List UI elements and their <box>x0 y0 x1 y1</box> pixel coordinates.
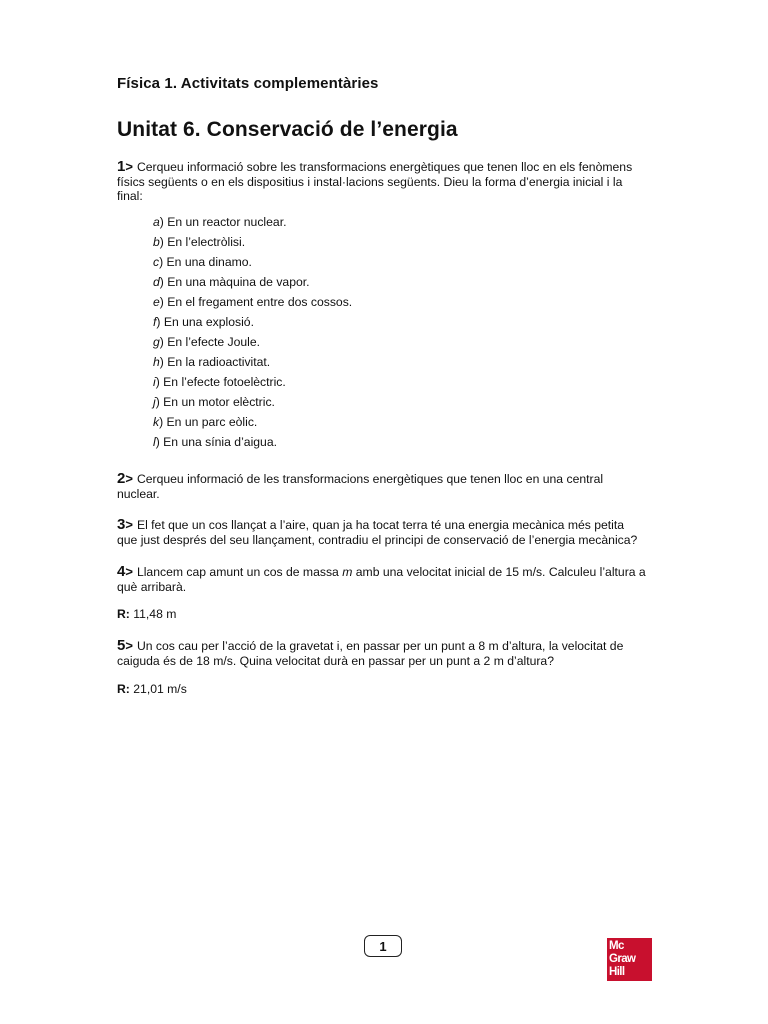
item-letter: l <box>153 435 156 449</box>
question-text: Cerqueu informació sobre les transformacions energètiques que tenen lloc en els fenòmens físics següents o en els dispositius i instal·lacions següents. Dieu la forma d’energia inicial i la final: <box>117 160 633 203</box>
publisher-logo <box>607 938 652 981</box>
question-number: 1 <box>117 158 126 175</box>
question-text-end: amb una velocitat inicial de 15 m/s. Calculeu l’altura a què arribarà. <box>117 565 646 594</box>
question-1-items <box>153 214 352 454</box>
list-item <box>153 354 352 374</box>
list-item <box>153 234 352 254</box>
item-letter: d <box>153 275 160 289</box>
item-letter: h <box>153 355 160 369</box>
item-text: ) En una sínia d’aigua. <box>155 435 277 449</box>
item-letter: i <box>153 375 156 389</box>
question-4 <box>117 565 647 594</box>
list-item <box>153 414 352 434</box>
item-text: ) En un motor elèctric. <box>155 395 275 409</box>
mass-variable: m <box>342 565 353 579</box>
item-letter: e <box>153 295 160 309</box>
item-letter: b <box>153 235 160 249</box>
list-item <box>153 274 352 294</box>
list-item <box>153 394 352 414</box>
list-item <box>153 374 352 394</box>
question-text: Un cos cau per l’acció de la gravetat i, en passar per un punt a 8 m d’altura, la velocitat de caiguda és de 18 m/s. Quina velocitat durà en passar per un punt a 2 m d’altura? <box>117 639 624 668</box>
question-arrow: > <box>125 471 133 486</box>
item-text: ) En l’efecte fotoelèctric. <box>155 375 286 389</box>
item-letter: j <box>153 395 156 409</box>
item-letter: g <box>153 335 160 349</box>
answer-5 <box>117 682 187 696</box>
answer-label: R: <box>117 607 130 621</box>
question-5 <box>117 639 647 668</box>
logo-line: Mc <box>609 940 624 952</box>
item-letter: f <box>153 315 157 329</box>
question-text-start: Llancem cap amunt un cos de massa <box>136 565 339 579</box>
item-text: ) En l’efecte Joule. <box>159 335 261 349</box>
answer-label: R: <box>117 682 130 696</box>
question-arrow: > <box>125 564 133 579</box>
item-text: ) En un parc eòlic. <box>159 415 258 429</box>
list-item <box>153 294 352 314</box>
answer-value: 21,01 m/s <box>133 682 187 696</box>
item-text: ) En l’electròlisi. <box>159 235 246 249</box>
question-arrow: > <box>125 638 133 653</box>
logo-line: Graw <box>609 953 636 965</box>
item-letter: a <box>153 215 160 229</box>
question-text: El fet que un cos llançat a l’aire, quan ja ha tocat terra té una energia mecànica més petita que just després del seu llançament, contradiu el principi de conservació de l’energia mecànica? <box>117 518 638 547</box>
question-number: 4 <box>117 563 126 580</box>
question-number: 3 <box>117 516 126 533</box>
item-text: ) En una explosió. <box>156 315 254 329</box>
running-header: Física 1. Activitats complementàries <box>117 75 379 92</box>
page-number: 1 <box>364 935 402 957</box>
question-number: 2 <box>117 470 126 487</box>
question-1 <box>117 160 647 204</box>
list-item <box>153 314 352 334</box>
question-2 <box>117 472 647 501</box>
item-text: ) En el fregament entre dos cossos. <box>159 295 353 309</box>
question-number: 5 <box>117 637 126 654</box>
question-3 <box>117 518 647 547</box>
list-item <box>153 254 352 274</box>
unit-title: Unitat 6. Conservació de l’energia <box>117 118 458 141</box>
question-text: Cerqueu informació de les transformacions energètiques que tenen lloc en una central nuclear. <box>117 472 604 501</box>
item-letter: k <box>153 415 160 429</box>
answer-4 <box>117 607 176 621</box>
item-text: ) En una màquina de vapor. <box>159 275 310 289</box>
item-letter: c <box>153 255 160 269</box>
list-item <box>153 214 352 234</box>
list-item <box>153 334 352 354</box>
list-item <box>153 434 352 454</box>
logo-line: Hill <box>609 966 625 978</box>
question-arrow: > <box>125 159 133 174</box>
question-arrow: > <box>125 517 133 532</box>
item-text: ) En un reactor nuclear. <box>159 215 287 229</box>
item-text: ) En la radioactivitat. <box>159 355 271 369</box>
item-text: ) En una dinamo. <box>159 255 252 269</box>
answer-value: 11,48 m <box>133 607 177 621</box>
